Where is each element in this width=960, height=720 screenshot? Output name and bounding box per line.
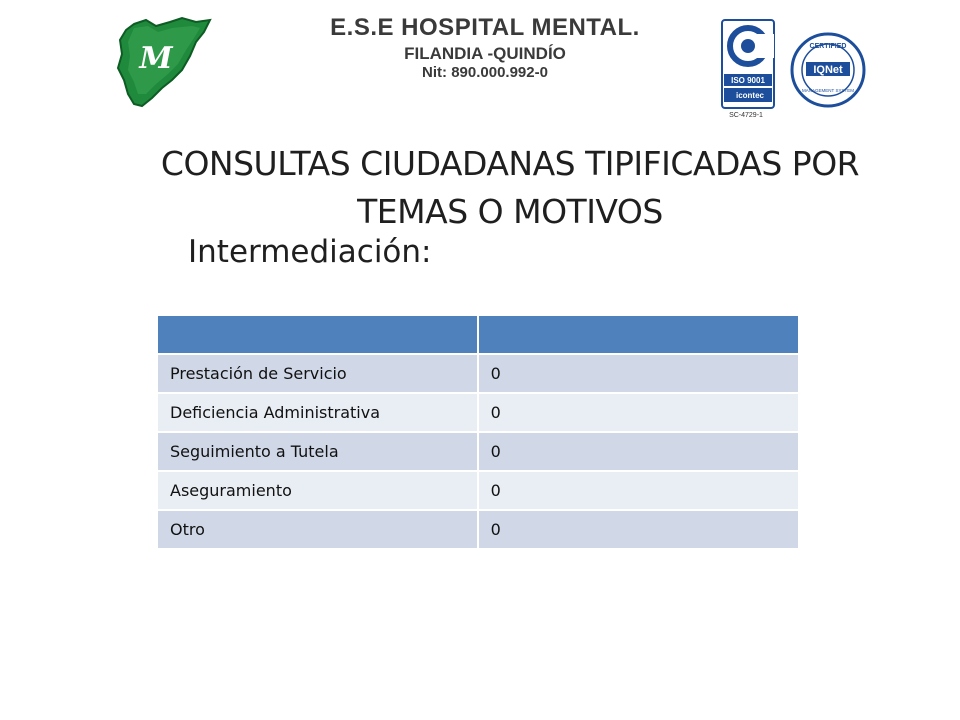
- logo-monogram: M: [139, 41, 173, 76]
- hospital-name: E.S.E HOSPITAL MENTAL.: [330, 14, 640, 41]
- table-row: [158, 471, 799, 510]
- iso-label: ISO 9001: [731, 76, 765, 85]
- slide-title: [110, 140, 910, 236]
- table-header-row: [158, 316, 799, 354]
- row-topic: Prestación de Servicio: [158, 354, 478, 393]
- cert-code: SC-4729-1: [729, 112, 763, 119]
- iqnet-logo: [792, 34, 864, 106]
- slide-title-line1: CONSULTAS CIUDADANAS TIPIFICADAS POR: [160, 144, 860, 183]
- table-header-cell: [478, 316, 799, 354]
- certification-logos: [718, 18, 870, 120]
- table-row: [158, 393, 799, 432]
- row-count: 0: [478, 354, 799, 393]
- hospital-nit: Nit: 890.000.992-0: [422, 64, 548, 81]
- slide-title-line2: TEMAS O MOTIVOS: [357, 192, 663, 231]
- row-count: 0: [478, 393, 799, 432]
- table-row: [158, 510, 799, 549]
- row-topic: Seguimiento a Tutela: [158, 432, 478, 471]
- icontec-label: icontec: [735, 91, 765, 100]
- icontec-iso-logo: [722, 20, 774, 119]
- row-topic: Deficiencia Administrativa: [158, 393, 478, 432]
- hospital-logo-map: [112, 14, 216, 112]
- row-count: 0: [478, 432, 799, 471]
- row-count: 0: [478, 510, 799, 549]
- section-subtitle: Intermediación:: [188, 234, 432, 270]
- table-row: [158, 432, 799, 471]
- mgmt-system-label: MANAGEMENT SYSTEM: [802, 88, 854, 93]
- row-topic: Otro: [158, 510, 478, 549]
- iqnet-label: IQNet: [813, 64, 843, 76]
- table-header-cell: [158, 316, 478, 354]
- row-topic: Aseguramiento: [158, 471, 478, 510]
- certified-label: CERTIFIED: [809, 43, 847, 50]
- row-count: 0: [478, 471, 799, 510]
- table-row: [158, 354, 799, 393]
- consultas-table: [158, 316, 800, 550]
- hospital-city: FILANDIA -QUINDÍO: [404, 44, 566, 63]
